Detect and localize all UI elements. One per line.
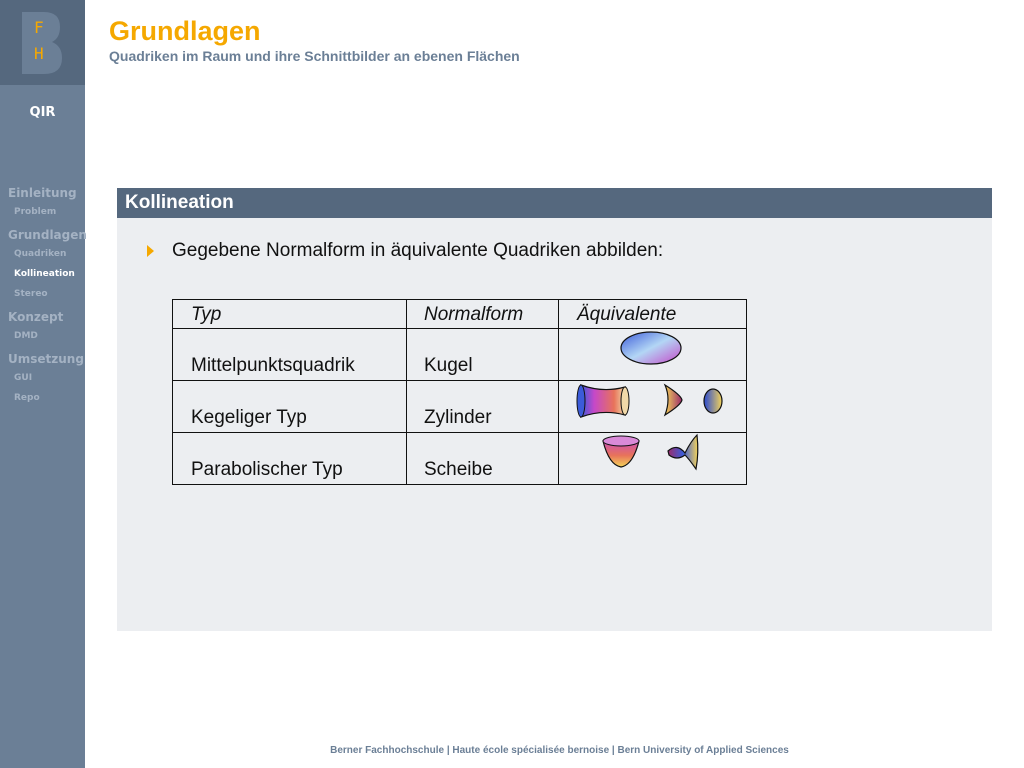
logo-letter-f: F [34, 18, 44, 37]
nav-section-umsetzung[interactable]: Umsetzung [8, 352, 84, 366]
cell-normalform: Scheibe [407, 433, 559, 485]
frame-title: Grundlagen [109, 16, 261, 46]
table-row [173, 381, 747, 433]
frame-subtitle: Quadriken im Raum und ihre Schnittbilder an ebenen Flächen [109, 48, 520, 64]
table-row [173, 433, 747, 485]
small-ellipsoid-icon [704, 389, 722, 413]
block-heading: Kollineation [117, 188, 992, 218]
cone-icon [665, 385, 682, 415]
sidebar-nav [0, 184, 85, 408]
cell-shapes [559, 381, 747, 433]
logo-letter-h: H [34, 44, 44, 63]
cell-normalform: Zylinder [407, 381, 559, 433]
table-row [173, 329, 747, 381]
saddle-icon [668, 435, 698, 469]
nav-sub-repo[interactable]: Repo [14, 393, 40, 403]
header-normalform: Normalform [407, 300, 559, 329]
nav-section-einleitung[interactable]: Einleitung [8, 186, 77, 200]
nav-section-konzept[interactable]: Konzept [8, 310, 64, 324]
content-block [117, 188, 992, 631]
cell-typ: Kegeliger Typ [173, 381, 407, 433]
nav-sub-gui[interactable]: GUI [14, 373, 33, 383]
bullet-triangle-icon [147, 245, 154, 257]
table-header-row [173, 300, 747, 329]
nav-section-grundlagen[interactable]: Grundlagen [8, 228, 87, 242]
bullet-item [147, 240, 663, 262]
cell-typ: Parabolischer Typ [173, 433, 407, 485]
header-aequivalente: Äquivalente [559, 300, 747, 329]
cell-shapes [559, 329, 747, 381]
short-title[interactable]: QIR [29, 105, 56, 120]
quadric-table [172, 299, 747, 485]
header-typ: Typ [173, 300, 407, 329]
cell-shapes [559, 433, 747, 485]
sidebar [0, 0, 85, 768]
footer: Berner Fachhochschule | Haute école spécialisée bernoise | Bern University of Applied Sciences [330, 745, 789, 756]
nav-sub-kollineation[interactable]: Kollineation [14, 269, 75, 279]
logo [0, 0, 85, 85]
cell-normalform: Kugel [407, 329, 559, 381]
cell-typ: Mittelpunktsquadrik [173, 329, 407, 381]
nav-sub-quadriken[interactable]: Quadriken [14, 249, 67, 259]
nav-sub-dmd[interactable]: DMD [14, 331, 38, 341]
ellipsoid-icon [621, 332, 681, 364]
bullet-text: Gegebene Normalform in äquivalente Quadriken abbilden: [172, 240, 664, 261]
nav-sub-problem[interactable]: Problem [14, 207, 57, 217]
nav-sub-stereo[interactable]: Stereo [14, 289, 48, 299]
hyperboloid-icon [581, 385, 625, 417]
